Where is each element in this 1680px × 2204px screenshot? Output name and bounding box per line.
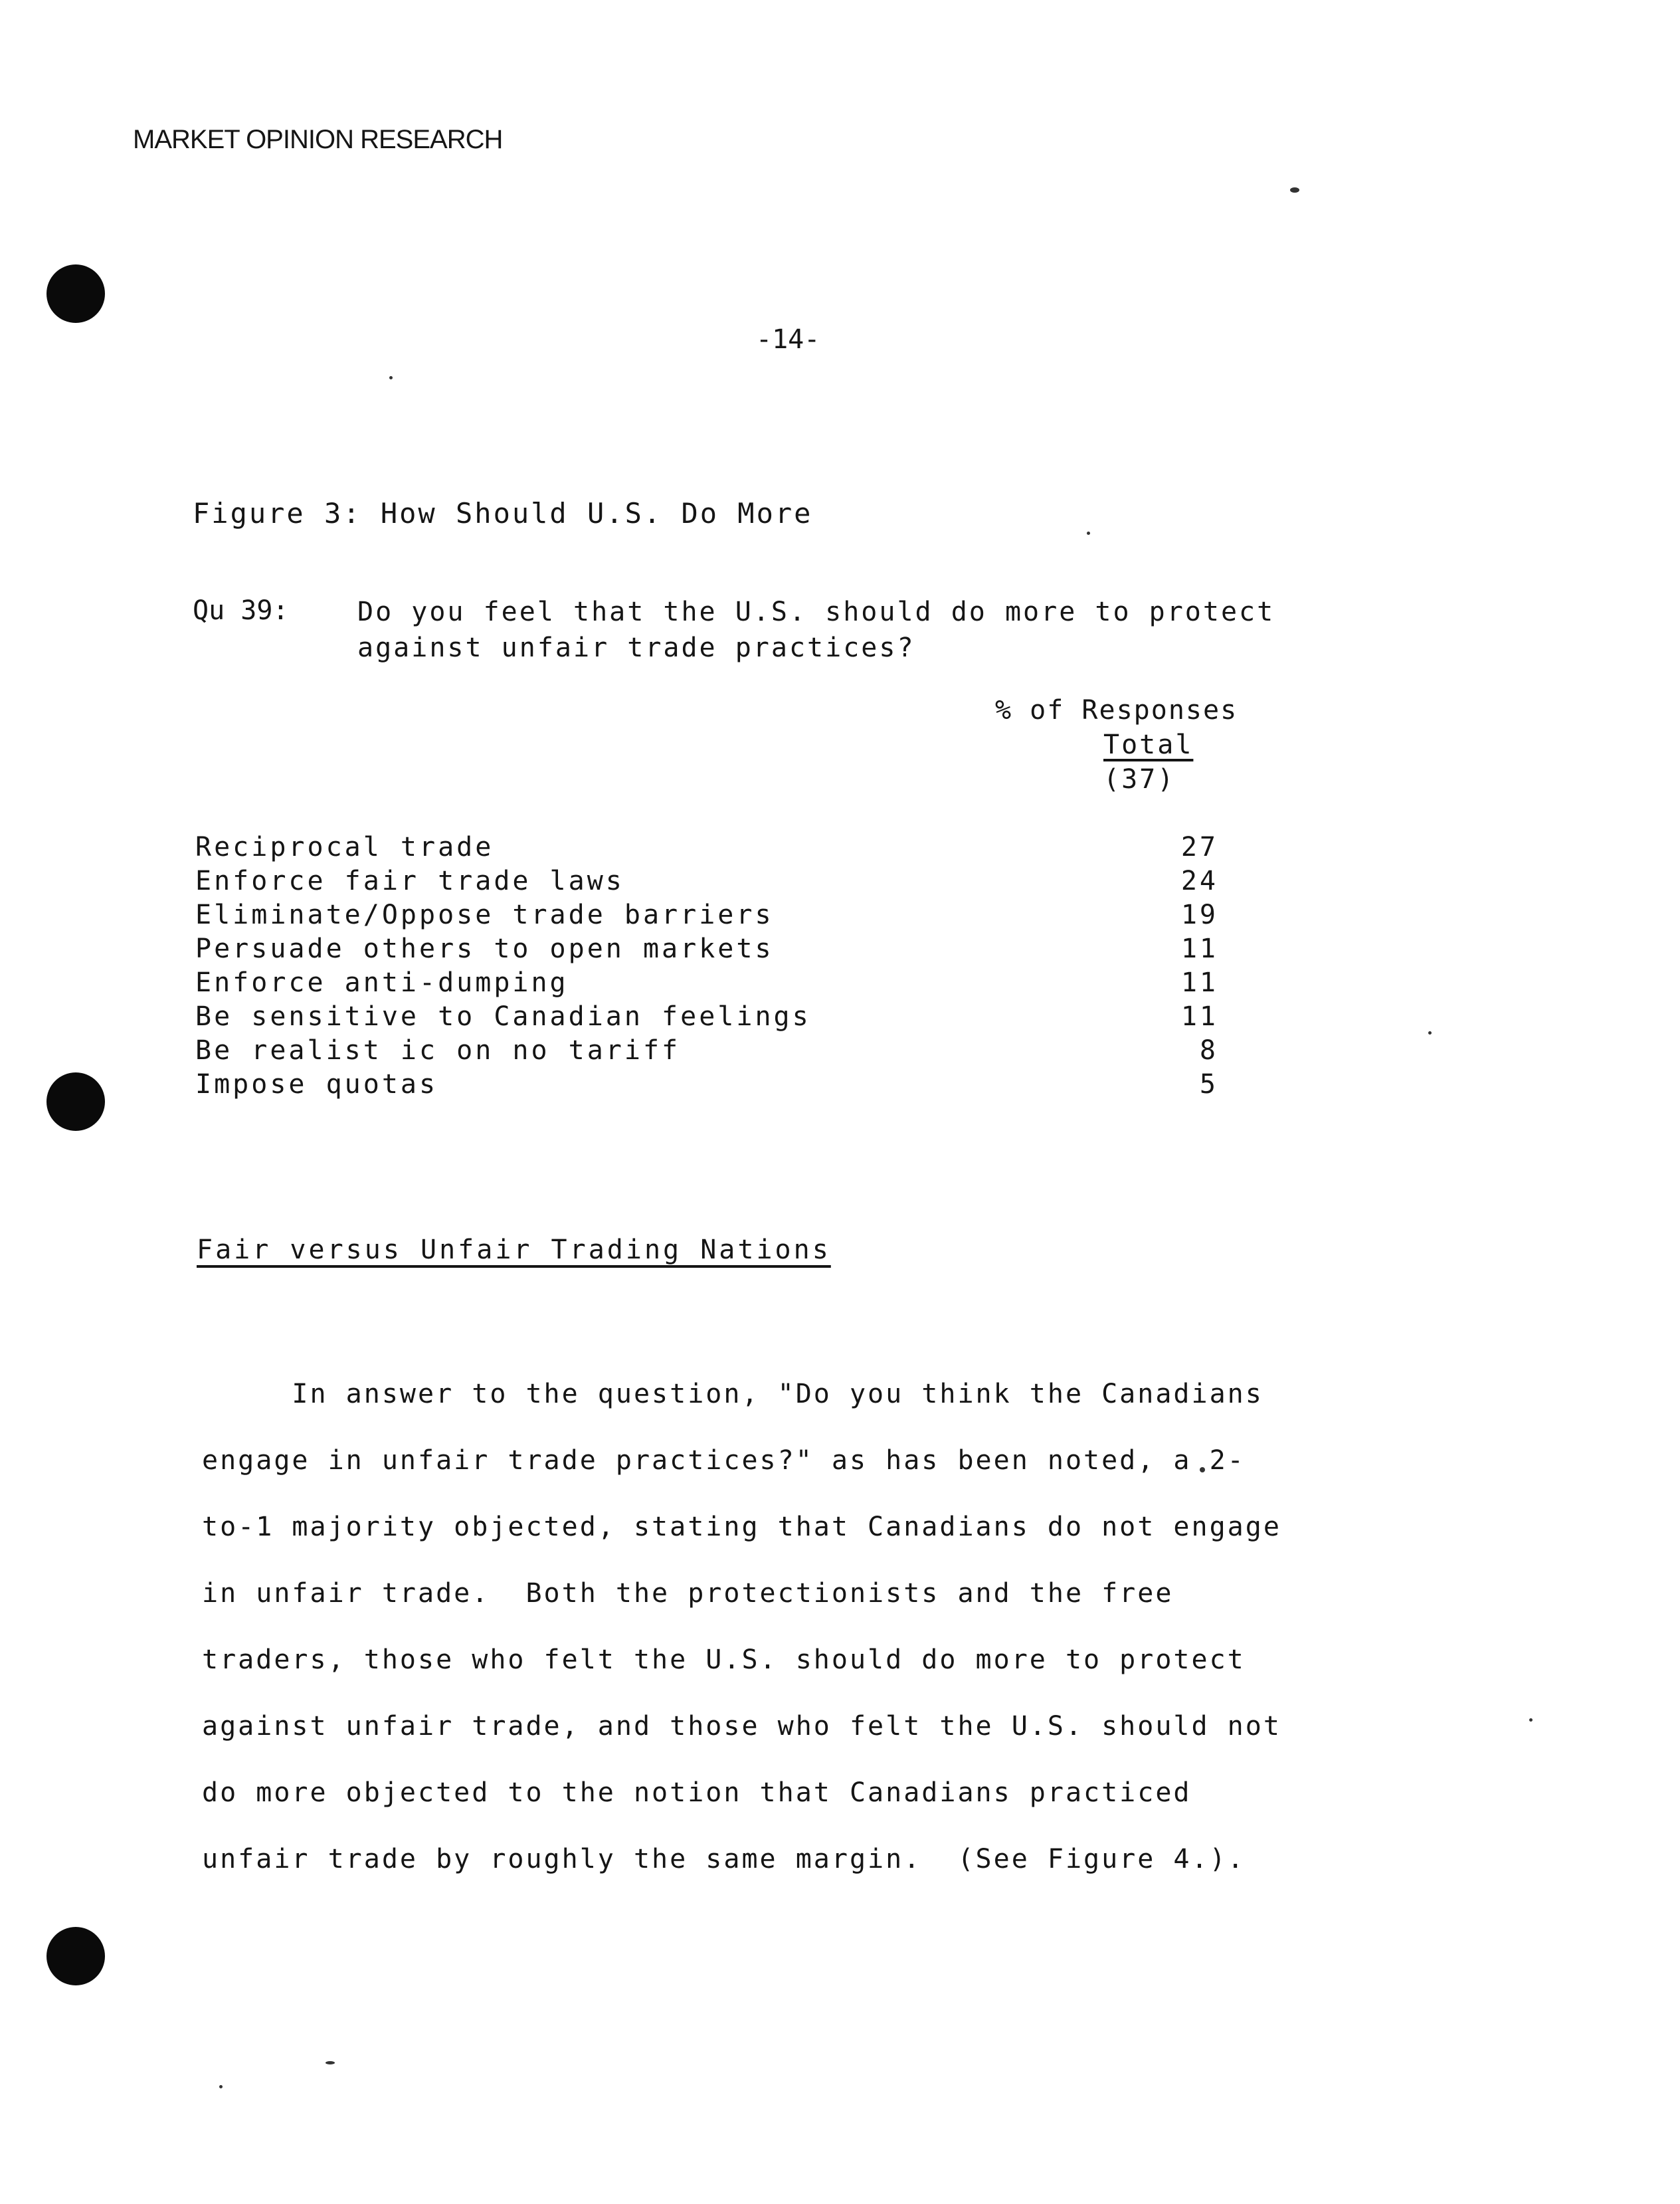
- response-value: 11: [1180, 967, 1218, 998]
- table-row: [195, 832, 1218, 866]
- page-number: -14-: [756, 324, 820, 355]
- paragraph-line: traders, those who felt the U.S. should do more to protect: [202, 1645, 1246, 1675]
- response-value: 19: [1180, 900, 1218, 930]
- section-heading: Fair versus Unfair Trading Nations: [197, 1235, 831, 1265]
- response-label: Be realist ic on no tariff: [195, 1035, 681, 1066]
- response-label: Eliminate/Oppose trade barriers: [195, 900, 774, 930]
- body-paragraph: [202, 1361, 1438, 1892]
- paragraph-line: engage in unfair trade practices?" as has been noted, a 2-: [202, 1445, 1246, 1476]
- paragraph-line: against unfair trade, and those who felt the U.S. should not: [202, 1711, 1281, 1742]
- scan-speck: [219, 2085, 223, 2088]
- letterhead: MARKET OPINION RESEARCH: [133, 125, 503, 154]
- paragraph-line: In answer to the question, "Do you think the Canadians: [202, 1379, 1263, 1409]
- scan-speck: [389, 376, 393, 379]
- paragraph-line: to-1 majority objected, stating that Canadians do not engage: [202, 1512, 1281, 1542]
- question-line: Do you feel that the U.S. should do more to protect: [357, 597, 1275, 627]
- response-value: 27: [1180, 832, 1218, 862]
- paragraph-line: unfair trade by roughly the same margin. (See Figure 4.).: [202, 1844, 1246, 1874]
- table-row: [195, 1001, 1218, 1035]
- response-label: Persuade others to open markets: [195, 934, 774, 964]
- scan-speck: [326, 2061, 335, 2064]
- response-label: Enforce fair trade laws: [195, 866, 624, 896]
- table-row: [195, 967, 1218, 1001]
- paragraph-line: do more objected to the notion that Canadians practiced: [202, 1777, 1192, 1808]
- response-value: 5: [1199, 1069, 1218, 1100]
- response-value: 8: [1199, 1035, 1218, 1066]
- response-label: Reciprocal trade: [195, 832, 494, 862]
- table-row: [195, 934, 1218, 967]
- punch-hole-middle: [47, 1072, 105, 1131]
- table-row: [195, 866, 1218, 900]
- response-value: 11: [1180, 934, 1218, 964]
- question-text: [357, 594, 1275, 666]
- response-value: 11: [1180, 1001, 1218, 1032]
- response-label: Impose quotas: [195, 1069, 438, 1100]
- column-base: (37): [1103, 764, 1176, 795]
- response-label: Be sensitive to Canadian feelings: [195, 1001, 811, 1032]
- question-line: against unfair trade practices?: [357, 633, 915, 663]
- punch-hole-top: [47, 264, 105, 323]
- response-value: 24: [1180, 866, 1218, 896]
- figure-title: Figure 3: How Should U.S. Do More: [193, 497, 813, 530]
- scan-speck: [1087, 532, 1090, 535]
- scan-speck: [1290, 187, 1299, 193]
- column-total: Total: [1103, 730, 1194, 760]
- column-header: % of Responses: [995, 695, 1238, 726]
- response-table: [195, 832, 1218, 1103]
- punch-hole-bottom: [47, 1927, 105, 1985]
- scan-speck: [1428, 1031, 1432, 1035]
- table-row: [195, 1035, 1218, 1069]
- scan-speck: [1529, 1718, 1533, 1722]
- paragraph-line: in unfair trade. Both the protectionists and the free: [202, 1578, 1174, 1609]
- response-label: Enforce anti-dumping: [195, 967, 569, 998]
- table-row: [195, 1069, 1218, 1103]
- question-number: Qu 39:: [193, 595, 289, 626]
- table-row: [195, 900, 1218, 934]
